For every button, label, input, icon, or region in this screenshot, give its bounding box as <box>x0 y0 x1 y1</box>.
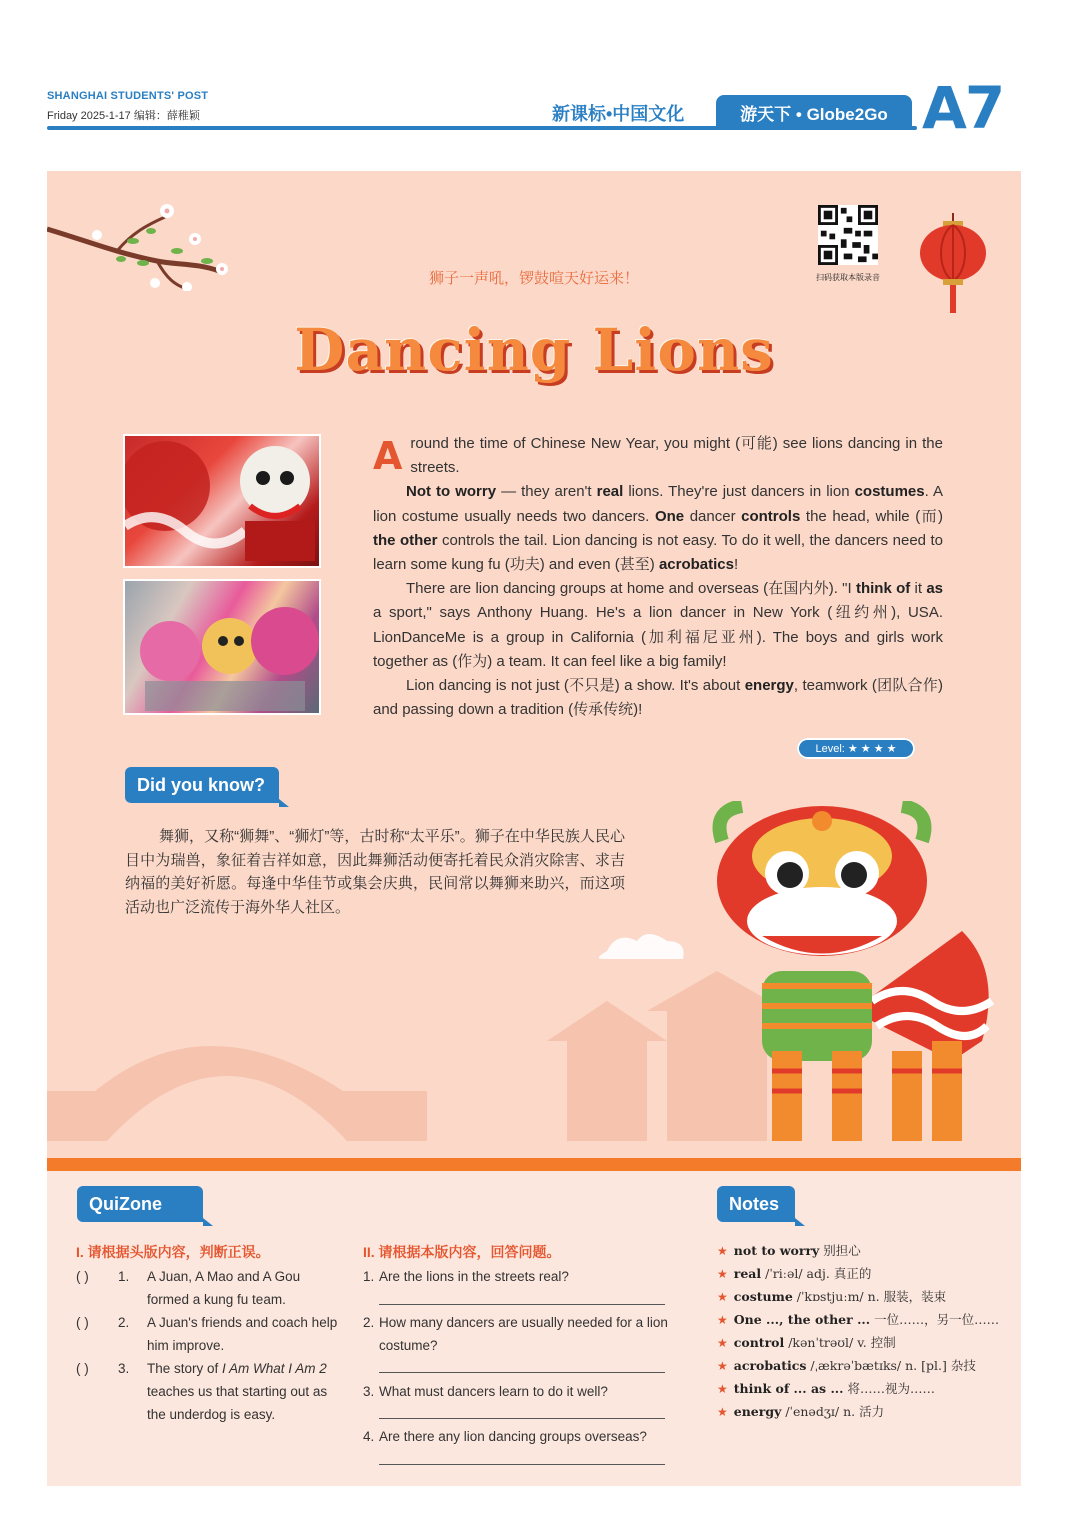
answer-blank[interactable]: ( ) <box>76 1361 89 1376</box>
star-icon: ★ <box>717 1359 728 1373</box>
star-icon: ★ <box>717 1267 728 1281</box>
qr-caption: 扫码获取本版录音 <box>816 273 880 282</box>
quizone-label: QuiZone <box>77 1186 203 1222</box>
date-line: Friday 2025-1-17 编辑：薛稚颖 <box>47 110 200 122</box>
star-icon: ★ <box>717 1290 728 1304</box>
plum-branch-icon <box>47 191 247 291</box>
answer-blank[interactable]: ( ) <box>76 1315 89 1330</box>
note-item: ★ real /ˈriːəl/ adj. 真正的 <box>717 1266 872 1281</box>
star-icon: ★ <box>717 1244 728 1258</box>
question-3: 3. What must dancers learn to do it well? <box>363 1384 608 1399</box>
true-false-item-3: ( ) 3. The story of I Am What I Am 2 teaches us that starting out as the underdog is easy. <box>76 1357 344 1426</box>
section-divider <box>47 1158 1021 1171</box>
quiz-part1-title: I. 请根据头版内容，判断正误。 <box>76 1244 270 1260</box>
article-title: Dancing Lions <box>294 316 774 384</box>
lion-dance-photo-1 <box>123 434 321 568</box>
answer-line-1[interactable] <box>379 1304 665 1305</box>
true-false-item-1: ( ) 1. A Juan, A Mao and A Gou formed a kung fu team. <box>76 1265 344 1311</box>
question-1: 1. Are the lions in the streets real? <box>363 1269 569 1284</box>
answer-line-3[interactable] <box>379 1418 665 1419</box>
note-item: ★ think of ... as ... 将……视为…… <box>717 1381 935 1396</box>
star-icon: ★ <box>717 1336 728 1350</box>
did-you-know-text: 舞狮，又称“狮舞”、“狮灯”等，古时称“太平乐”。狮子在中华民族人民心目中为瑞兽，象征着吉祥如意，因此舞狮活动便寄托着民众消灾除害、求吉纳福的美好祈愿。每逢中华佳节或集会庆典，民间常以舞狮来助兴，而这项活动也广泛流传于海外华人社区。 <box>125 828 625 916</box>
answer-blank[interactable]: ( ) <box>76 1269 89 1284</box>
lion-dance-photo-2 <box>123 579 321 715</box>
lion-dancer-illustration <box>702 801 1002 1161</box>
red-lantern-icon <box>917 213 989 317</box>
publication-name: SHANGHAI STUDENTS' POST <box>47 90 209 102</box>
article-paragraph-3: There are lion dancing groups at home and overseas (在国内外). "I think of it as a sport," says Anthony Huang. He's a lion dancer in New York (纽约州), USA. LionDanceMe is a group in California (加利福尼亚州). The boys and girls work together as (作为) a team. It can feel like a big family! <box>373 580 943 670</box>
article-kicker: 狮子一声吼，锣鼓喧天好运来！ <box>428 270 639 287</box>
answer-line-2[interactable] <box>379 1372 665 1373</box>
note-item: ★ not to worry 别担心 <box>717 1243 861 1258</box>
true-false-item-2: ( ) 2. A Juan's friends and coach help him improve. <box>76 1311 344 1357</box>
star-icon: ★ <box>717 1405 728 1419</box>
column-title: 新课标•中国文化 <box>552 104 685 124</box>
star-icon: ★ <box>717 1313 728 1327</box>
notes-label: Notes <box>717 1186 795 1222</box>
article-paragraph-1: Around the time of Chinese New Year, you might (可能) see lions dancing in the streets. <box>373 434 943 478</box>
note-item: ★ control /kənˈtrəʊl/ v. 控制 <box>717 1335 896 1350</box>
note-item: ★ costume /ˈkɒstjuːm/ n. 服装，装束 <box>717 1289 947 1304</box>
page-number: A7 <box>922 74 1004 142</box>
star-icon: ★ <box>717 1382 728 1396</box>
section-tab: 游天下 • Globe2Go <box>716 95 912 129</box>
notes-list <box>717 1241 1017 1425</box>
note-item: ★ energy /ˈenədʒɪ/ n. 活力 <box>717 1404 885 1419</box>
question-2: 2. How many dancers are usually needed for a lion costume? <box>363 1315 668 1353</box>
drop-cap: A <box>373 434 403 478</box>
quiz-part2-title: II. 请根据本版内容，回答问题。 <box>363 1244 561 1260</box>
did-you-know-label: Did you know? <box>125 767 279 803</box>
level-badge: Level: ★ ★ ★ ★ <box>797 738 915 759</box>
qr-code[interactable] <box>818 205 878 265</box>
article-paragraph-2: Not to worry — they aren't real lions. They're just dancers in lion costumes. A lion costume usually needs two dancers. One dancer controls the head, while (而) the other controls the tail. Lion dancing is not easy. To do it well, the dancers need to learn some kung fu (功夫) and even (甚至) acrobatics! <box>373 483 944 574</box>
question-4: 4. Are there any lion dancing groups overseas? <box>363 1429 647 1444</box>
note-item: ★ One ..., the other ... 一位……，另一位…… <box>717 1312 1000 1327</box>
note-item: ★ acrobatics /ˌækrəˈbætɪks/ n. [pl.] 杂技 <box>717 1358 976 1373</box>
answer-line-4[interactable] <box>379 1464 665 1465</box>
header-rule <box>47 126 917 130</box>
article-body <box>373 432 943 722</box>
article-panel <box>47 171 1021 1486</box>
article-paragraph-4: Lion dancing is not just (不只是) a show. It's about energy, teamwork (团队合作) and passing down a tradition (传承传统)! <box>373 677 943 719</box>
